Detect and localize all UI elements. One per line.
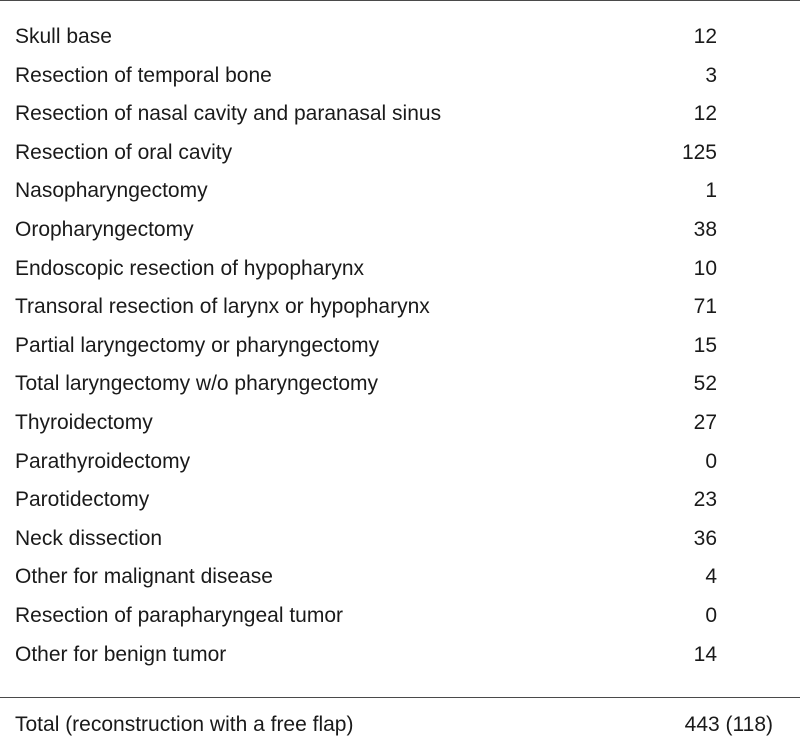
table-row <box>0 481 800 520</box>
procedure-label: Thyroidectomy <box>15 410 153 434</box>
table-body <box>0 18 800 674</box>
procedure-count: 23 <box>693 488 717 512</box>
procedure-label: Parathyroidectomy <box>15 449 191 473</box>
procedure-label: Total laryngectomy w/o pharyngectomy <box>15 372 378 396</box>
procedure-count: 3 <box>705 63 717 87</box>
table-row <box>0 597 800 636</box>
procedure-label: Other for benign tumor <box>15 642 227 666</box>
table-row <box>0 404 800 443</box>
procedure-label: Resection of oral cavity <box>15 140 233 164</box>
procedure-count: 52 <box>693 372 717 396</box>
procedure-label: Resection of temporal bone <box>15 63 272 87</box>
total-value: 443 (118) <box>684 713 773 736</box>
procedure-label: Endoscopic resection of hypopharynx <box>15 256 365 280</box>
table-row <box>0 558 800 597</box>
table-row <box>0 443 800 482</box>
procedure-label: Resection of parapharyngeal tumor <box>15 603 344 627</box>
procedure-count: 38 <box>693 217 717 241</box>
table-row <box>0 57 800 96</box>
procedure-count: 15 <box>693 333 717 357</box>
procedure-label: Transoral resection of larynx or hypopharynx <box>15 295 430 319</box>
procedure-count: 27 <box>693 410 717 434</box>
procedure-label: Neck dissection <box>15 526 163 550</box>
table-row <box>0 636 800 675</box>
procedure-label: Partial laryngectomy or pharyngectomy <box>15 333 380 357</box>
total-row <box>0 706 800 744</box>
table-row <box>0 288 800 327</box>
procedure-label: Oropharyngectomy <box>15 217 194 241</box>
procedure-count: 36 <box>693 526 717 550</box>
procedure-count: 12 <box>693 102 717 126</box>
procedure-count: 12 <box>693 25 717 48</box>
total-divider <box>0 697 800 698</box>
top-rule <box>0 0 800 1</box>
procedure-count: 4 <box>705 565 717 589</box>
procedure-count: 10 <box>693 256 717 280</box>
procedure-label: Resection of nasal cavity and paranasal sinus <box>15 102 442 126</box>
table-row <box>0 95 800 134</box>
table-row <box>0 18 800 57</box>
table-row <box>0 172 800 211</box>
procedure-count: 0 <box>705 603 717 627</box>
table-row <box>0 211 800 250</box>
procedure-count: 0 <box>705 449 717 473</box>
procedure-count: 14 <box>693 642 717 666</box>
table-row <box>0 520 800 559</box>
table-row <box>0 327 800 366</box>
procedure-count: 71 <box>693 295 717 319</box>
procedure-count: 125 <box>681 140 717 164</box>
table-row <box>0 365 800 404</box>
procedure-label: Skull base <box>15 25 112 48</box>
procedure-label: Parotidectomy <box>15 488 150 512</box>
procedure-count: 1 <box>705 179 717 203</box>
procedure-label: Other for malignant disease <box>15 565 273 589</box>
table-row <box>0 134 800 173</box>
procedure-label: Nasopharyngectomy <box>15 179 208 203</box>
total-label: Total (reconstruction with a free flap) <box>15 713 354 736</box>
table-row <box>0 250 800 289</box>
